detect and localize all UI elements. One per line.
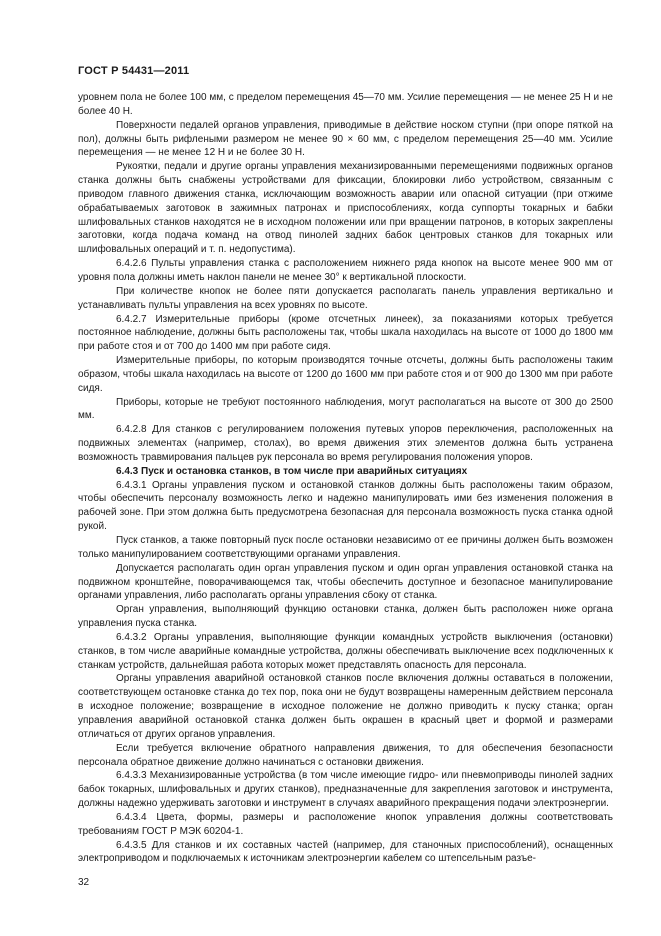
body-paragraph: Измерительные приборы, по которым производятся точные отсчеты, должны быть расположены таким образом, чтобы шкала находилась на высоте от 1200 до 1600 мм при работе стоя и от 900 до 1300 мм при работе сидя.	[78, 355, 613, 394]
body-paragraph: 6.4.3.4 Цвета, формы, размеры и расположение кнопок управления должны соответствовать требованиям ГОСТ Р МЭК 60204-1.	[78, 811, 613, 837]
document-body	[78, 91, 613, 866]
page-number: 32	[78, 877, 90, 888]
body-paragraph: уровнем пола не более 100 мм, с пределом перемещения 45—70 мм. Усилие перемещения — не менее 25 Н и не более 40 Н.	[78, 92, 613, 117]
body-paragraph: Если требуется включение обратного направления движения, то для обеспечения безопасности персонала обратное движение должно начинаться с остановки движения.	[78, 742, 613, 768]
body-paragraph: Пуск станков, а также повторный пуск после остановки независимо от ее причины должен быть возможен только манипулированием соответствующими органами управления.	[78, 535, 613, 560]
body-paragraph: 6.4.3.3 Механизированные устройства (в том числе имеющие гидро- или пневмоприводы пинолей задних бабок токарных, шлифовальных и других станков), предназначенные для закрепления заготовок и инструмента, должны надежно удерживать заготовки и инструмент в случаях аварийного прекращения подачи электроэнергии.	[78, 770, 613, 810]
body-paragraph: 6.4.3.5 Для станков и их составных частей (например, для станочных приспособлений), оснащенных электроприводом и подключаемых к источникам электроэнергии кабелем со штепсельным разъе-	[78, 839, 613, 865]
body-paragraph: Поверхности педалей органов управления, приводимые в действие носком ступни (при опоре пяткой на пол), должны быть рифлеными размером не менее 90 × 60 мм, с пределом перемещения 25—40 мм. Усилие перемещения — не менее 12 Н и не более 30 Н.	[78, 119, 613, 159]
body-paragraph: Допускается располагать один орган управления пуском и один орган управления остановкой станка на подвижном кронштейне, поворачивающемся так, чтобы обеспечить доступное и безопасное манипулирование органами управления, либо располагать органы управления сбоку от станка.	[78, 562, 613, 602]
body-paragraph: 6.4.2.6 Пульты управления станка с расположением нижнего ряда кнопок на высоте менее 900 мм от уровня пола должны иметь наклон панели не менее 30° к вертикальной плоскости.	[78, 258, 613, 283]
body-paragraph: 6.4.3.1 Органы управления пуском и остановкой станков должны быть расположены таким образом, чтобы обеспечить персоналу возможность легко и надежно манипулировать ими без изменения положения в рабочей зоне. При этом должна быть предусмотрена безопасная для персонала возможность пуска станка одной рукой.	[78, 479, 613, 533]
page-header-title: ГОСТ Р 54431—2011	[78, 65, 190, 77]
body-paragraph: Орган управления, выполняющий функцию остановки станка, должен быть расположен ниже органа управления пуска станка.	[78, 604, 613, 630]
section-heading: 6.4.3 Пуск и остановка станков, в том числе при аварийных ситуациях	[116, 465, 468, 477]
body-paragraph: 6.4.3.2 Органы управления, выполняющие функции командных устройств выключения (остановки) станков, в том числе аварийные командные устройства, должны обеспечивать выключение всех подключенных к станкам устройств, дальнейшая работа которых может представлять опасность для персонала.	[78, 631, 613, 671]
body-paragraph: При количестве кнопок не более пяти допускается располагать панель управления вертикально и устанавливать пульты управления на всех уровнях по высоте.	[78, 285, 613, 311]
body-paragraph: 6.4.2.8 Для станков с регулированием положения путевых упоров переключения, расположенных на подвижных элементах (например, столах), во время движения этих элементов должна быть устранена возможность травмирования пальцев рук персонала во время регулирования положения упоров.	[78, 424, 613, 463]
body-paragraph: 6.4.2.7 Измерительные приборы (кроме отсчетных линеек), за показаниями которых требуется постоянное наблюдение, должны быть расположены так, чтобы шкала находилась на высоте от 1000 до 1800 мм при работе стоя и от 700 до 1400 мм при работе сидя.	[78, 313, 613, 353]
body-paragraph: Рукоятки, педали и другие органы управления механизированными перемещениями подвижных органов станка должны быть снабжены устройствами для фиксации, блокировки либо устройством, связанным с приводом главного движения станка, исключающим возможность аварии или опасной ситуации (при отжиме обрабатываемых заготовок в зажимных патронах и приспособлениях, когда суппорты токарных и бабки шлифовальных станков находятся не в исходном положении или при вращении патронов, в которых закреплены заготовки, когда подача команд на отвод пинолей задних бабок центровых станков для токарных или шлифовальных операций и т. п. недопустима).	[78, 161, 613, 256]
body-paragraph: Приборы, которые не требуют постоянного наблюдения, могут располагаться на высоте от 300 до 2500 мм.	[78, 396, 613, 422]
body-paragraph: Органы управления аварийной остановкой станков после включения должны оставаться в положении, соответствующем остановке станка до тех пор, пока они не будут возвращены намеренным действием персонала в исходное положение; возвращение в исходное положение не должно приводить к пуску станка; орган управления аварийной остановкой станка должен быть окрашен в красный цвет и формой и размерами отличаться от других органов управления.	[78, 673, 613, 740]
